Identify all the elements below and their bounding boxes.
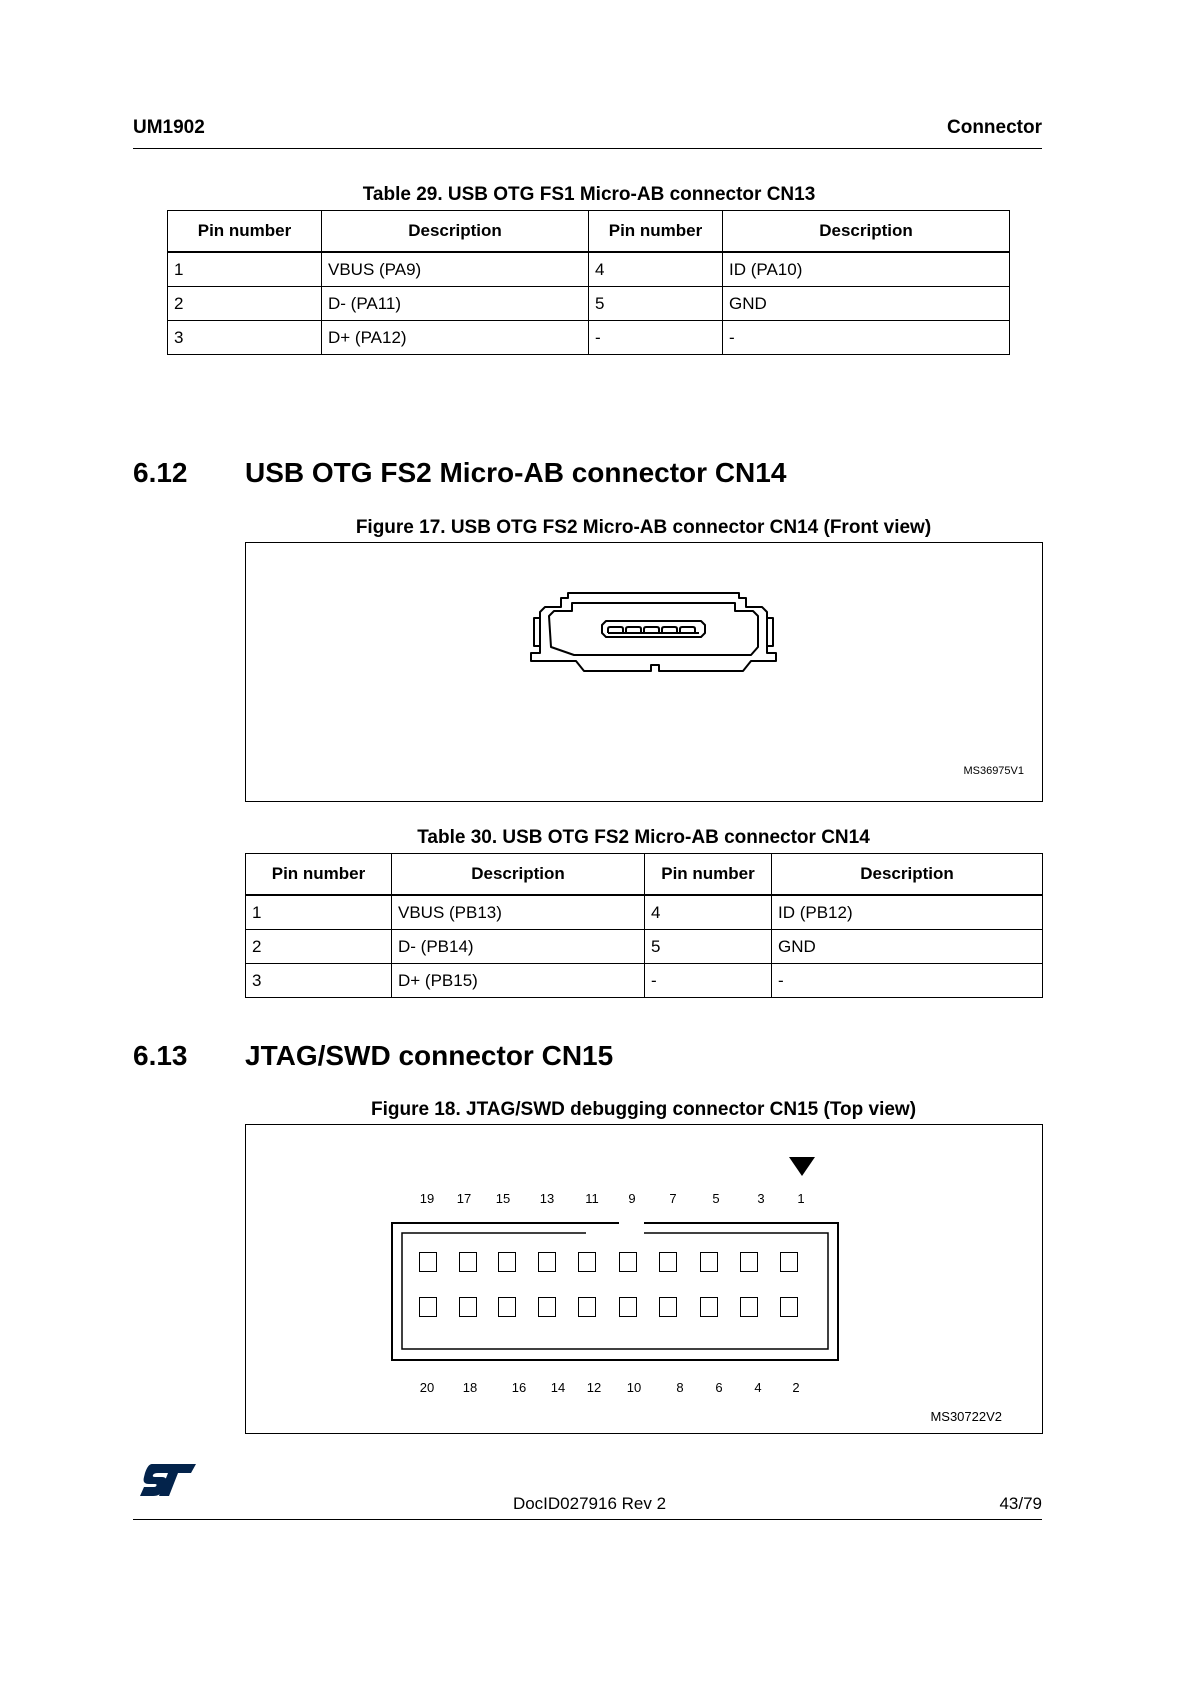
- table-cell: 5: [589, 287, 723, 321]
- table-cell: D- (PA11): [322, 287, 589, 321]
- pin-pad: [578, 1252, 596, 1272]
- pin-pad: [498, 1297, 516, 1317]
- table-cell: -: [589, 321, 723, 355]
- table-cell: 2: [168, 287, 322, 321]
- table30-header-cell: Pin number: [645, 854, 772, 896]
- pin-pad: [459, 1297, 477, 1317]
- pin-pad: [459, 1252, 477, 1272]
- table-cell: -: [723, 321, 1010, 355]
- pin-label: 2: [792, 1380, 800, 1395]
- table29-header-cell: Description: [322, 211, 589, 253]
- pin-label: 11: [585, 1191, 599, 1206]
- st-logo-text: ST: [138, 1462, 140, 1463]
- table-cell: D- (PB14): [392, 930, 645, 964]
- pin-label: 13: [539, 1191, 555, 1206]
- pin-pad: [419, 1252, 437, 1272]
- section-title: USB OTG FS2 Micro-AB connector CN14: [245, 457, 787, 488]
- section-number: 6.12: [133, 457, 188, 488]
- pin-label: 3: [757, 1191, 765, 1206]
- table-row: [246, 964, 1043, 998]
- section-number: 6.13: [133, 1040, 188, 1071]
- pin-pad: [538, 1297, 556, 1317]
- table30-caption: Table 30. USB OTG FS2 Micro-AB connector CN14: [417, 827, 870, 848]
- table29-caption: Table 29. USB OTG FS1 Micro-AB connector CN13: [362, 184, 816, 205]
- table29-header-cell: Pin number: [168, 211, 322, 253]
- pin-label: 20: [419, 1380, 435, 1395]
- table-row: [168, 321, 1010, 355]
- pin-label: 9: [628, 1191, 636, 1206]
- pin-pad: [780, 1252, 798, 1272]
- pin-label: 7: [669, 1191, 677, 1206]
- header-doc-code: UM1902: [133, 117, 205, 138]
- table-cell: GND: [772, 930, 1043, 964]
- table30-header-cell: Description: [392, 854, 645, 896]
- table30-header-cell: Description: [772, 854, 1043, 896]
- figure18-code: MS30722V2: [930, 1409, 1002, 1424]
- table-cell: 1: [168, 252, 322, 287]
- pin-pad: [619, 1297, 637, 1317]
- st-logo: [138, 1462, 198, 1498]
- pin-pad: [659, 1252, 677, 1272]
- pin-pad: [498, 1252, 516, 1272]
- table-cell: 4: [645, 895, 772, 930]
- table-row: [246, 895, 1043, 930]
- table-cell: VBUS (PA9): [322, 252, 589, 287]
- pin-label: 19: [419, 1191, 435, 1206]
- header-section: Connector: [947, 117, 1042, 138]
- figure18-box: [245, 1124, 1043, 1434]
- pin-pad: [578, 1297, 596, 1317]
- table29-header-cell: Description: [723, 211, 1010, 253]
- pin-label: 8: [676, 1380, 684, 1395]
- pin-pad: [659, 1297, 677, 1317]
- footer-rule: [133, 1519, 1042, 1520]
- header-rule: [133, 148, 1042, 149]
- footer-doc-id: DocID027916 Rev 2: [512, 1494, 667, 1513]
- figure17-box: [245, 542, 1043, 802]
- table-cell: VBUS (PB13): [392, 895, 645, 930]
- pin-pad: [619, 1252, 637, 1272]
- pin-label: 18: [462, 1380, 478, 1395]
- table30: [245, 853, 1043, 998]
- table29-header-cell: Pin number: [589, 211, 723, 253]
- pin-label: 1: [797, 1191, 805, 1206]
- figure18-caption: Figure 18. JTAG/SWD debugging connector CN15 (Top view): [370, 1099, 917, 1120]
- table-cell: GND: [723, 287, 1010, 321]
- pin-pad: [780, 1297, 798, 1317]
- section-title: JTAG/SWD connector CN15: [245, 1040, 614, 1071]
- pin-pad: [700, 1252, 718, 1272]
- table-row: [168, 287, 1010, 321]
- table-cell: 3: [246, 964, 392, 998]
- pin-pad: [419, 1297, 437, 1317]
- table-cell: -: [772, 964, 1043, 998]
- table-row: [246, 930, 1043, 964]
- pin-pad: [700, 1297, 718, 1317]
- pin-label: 12: [586, 1380, 602, 1395]
- micro-ab-connector-drawing: [246, 543, 1044, 803]
- pin-label: 15: [495, 1191, 511, 1206]
- table-cell: -: [645, 964, 772, 998]
- table30-header-cell: Pin number: [246, 854, 392, 896]
- table-cell: D+ (PA12): [322, 321, 589, 355]
- figure17-caption: Figure 17. USB OTG FS2 Micro-AB connector CN14 (Front view): [355, 517, 932, 538]
- table-cell: 3: [168, 321, 322, 355]
- pin-label: 6: [715, 1380, 723, 1395]
- pin-label: 5: [712, 1191, 720, 1206]
- table-cell: 2: [246, 930, 392, 964]
- table-cell: ID (PA10): [723, 252, 1010, 287]
- pin-label: 14: [550, 1380, 566, 1395]
- table-cell: 4: [589, 252, 723, 287]
- pin-label: 17: [456, 1191, 472, 1206]
- table-row: [168, 252, 1010, 287]
- pin-pad: [740, 1297, 758, 1317]
- table-cell: ID (PB12): [772, 895, 1043, 930]
- pin1-marker-icon: [789, 1157, 815, 1176]
- table-cell: 1: [246, 895, 392, 930]
- pin-label: 4: [754, 1380, 762, 1395]
- footer-page-number: 43/79: [999, 1494, 1042, 1513]
- pin-pad: [538, 1252, 556, 1272]
- pin-label: 10: [626, 1380, 642, 1395]
- table29: [167, 210, 1010, 355]
- pin-label: 16: [511, 1380, 527, 1395]
- figure17-code: MS36975V1: [963, 765, 1024, 777]
- table-cell: 5: [645, 930, 772, 964]
- pin-pad: [740, 1252, 758, 1272]
- table-cell: D+ (PB15): [392, 964, 645, 998]
